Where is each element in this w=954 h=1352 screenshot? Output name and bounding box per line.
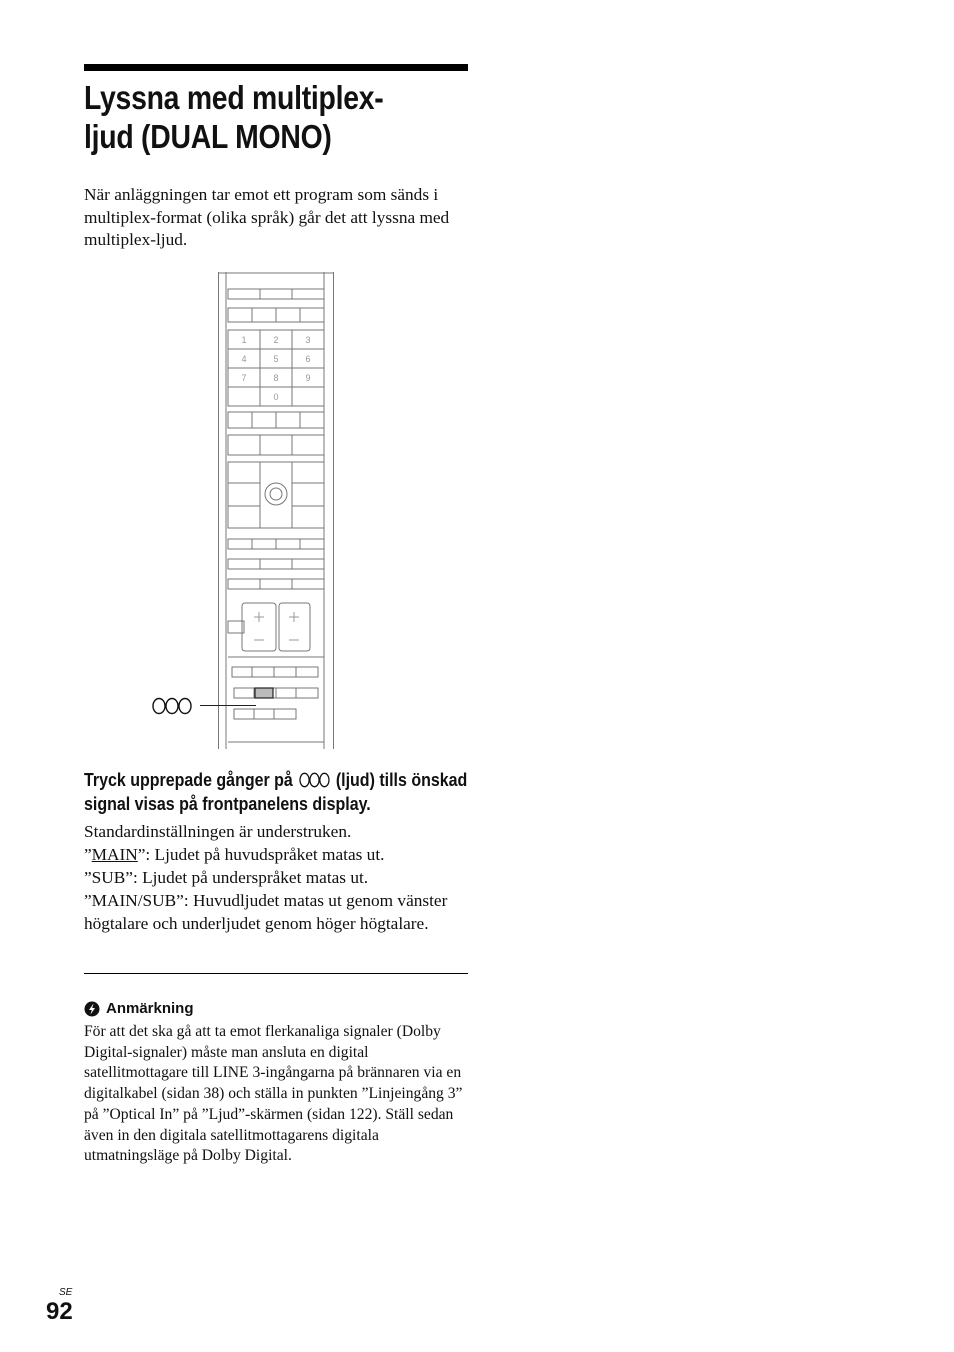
note-icon: [84, 1001, 100, 1017]
callout-line: [200, 705, 256, 706]
remote-illustration: [218, 272, 334, 749]
remote-digit: 7: [241, 373, 247, 383]
remote-digit: 4: [241, 354, 247, 364]
remote-digit: 6: [305, 354, 311, 364]
remote-digit: 8: [273, 373, 279, 383]
remote-digit: 9: [305, 373, 311, 383]
page-language-code: SE: [59, 1287, 73, 1298]
remote-digit: 5: [273, 354, 279, 364]
note-text: För att det ska gå att ta emot flerkanaliga signaler (Dolby Digital-signaler) måste man ansluta en digital satellitmottagare till LINE 3-ingångarna på brännaren via en digitalkabel (sidan 38) och ställa in punkten ”Linjeingång 3” på ”Optical In” på ”Ljud”-skärmen (sidan 122). Ställ sedan även in den digitala satellitmottagarens digitala utmatningsläge på Dolby Digital.: [84, 1023, 463, 1165]
page-title: Lyssna med multiplex-ljud (DUAL MONO): [84, 79, 384, 155]
remote-digit: 2: [273, 335, 279, 345]
title-bar: [84, 64, 468, 71]
note-heading: [84, 1000, 194, 1017]
audio-icon: [152, 697, 192, 715]
step-description: [84, 820, 484, 935]
audio-icon: [296, 772, 332, 788]
remote-digit: 3: [305, 335, 311, 345]
note-heading-label: Anmärkning: [106, 1000, 194, 1017]
remote-digit: 0: [273, 392, 279, 402]
step-instruction: [84, 768, 471, 816]
option-sub: ”SUB”: Ljudet på underspråket matas ut.: [84, 868, 369, 887]
page-number: 92: [46, 1298, 73, 1325]
default-setting-note: Standardinställningen är understruken.: [84, 822, 352, 841]
step-text-after: (ljud) tills önskad signal visas på frontpanelens display.: [84, 769, 468, 814]
option-main-default: MAIN: [91, 845, 138, 864]
option-main: ”MAIN”: Ljudet på huvudspråket matas ut.: [84, 845, 385, 864]
section-divider: [84, 973, 468, 974]
step-text-before: Tryck upprepade gånger på: [84, 769, 293, 790]
intro-paragraph: När anläggningen tar emot ett program som sänds i multiplex-format (olika språk) går det att lyssna med multiplex-ljud.: [84, 185, 450, 250]
remote-digit: 1: [241, 335, 247, 345]
option-main-sub: ”MAIN/SUB”: Huvudljudet matas ut genom vänster högtalare och underljudet genom höger högtalare.: [84, 891, 448, 933]
